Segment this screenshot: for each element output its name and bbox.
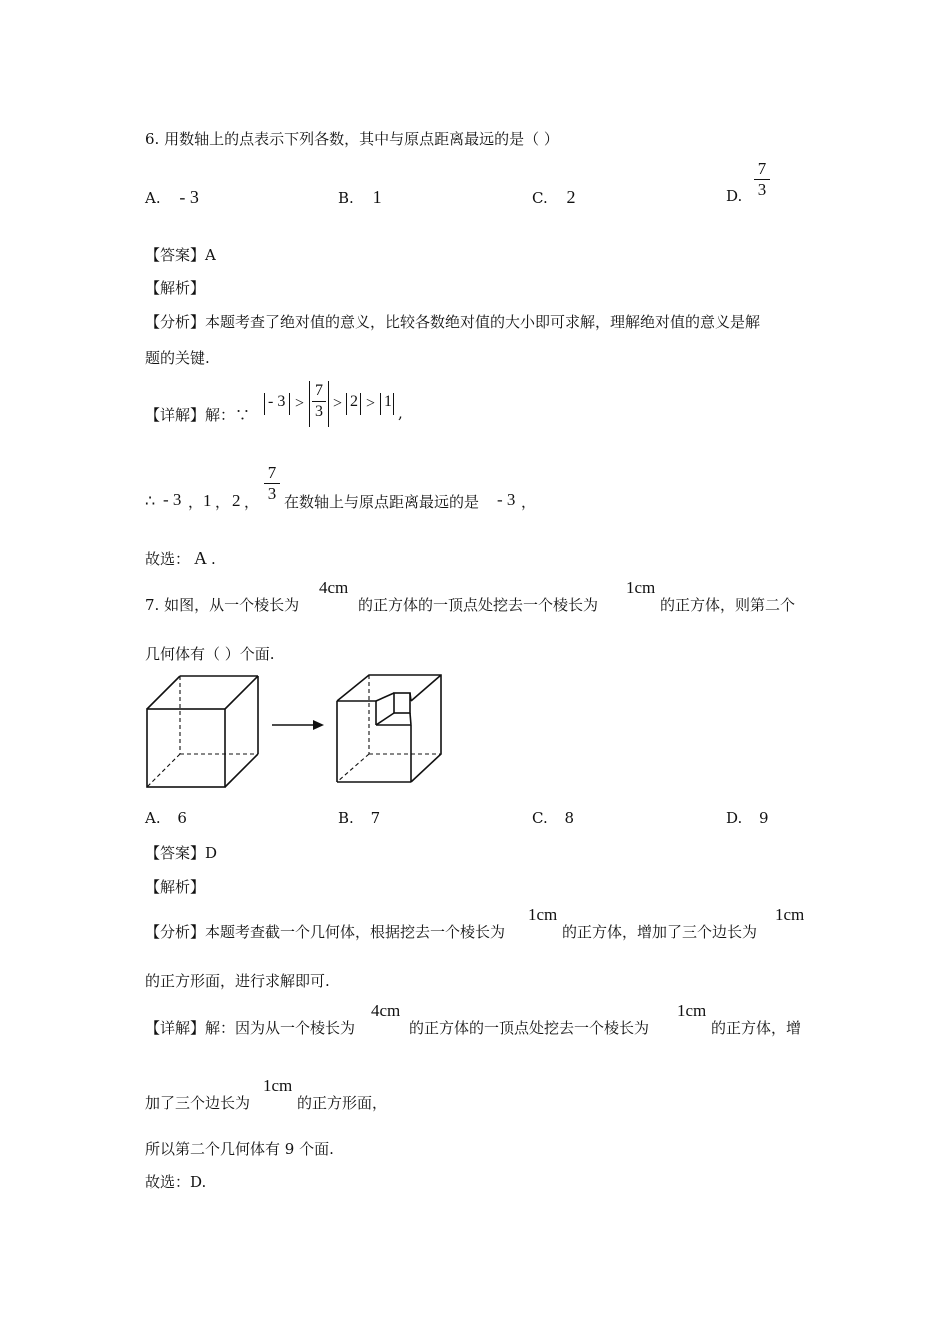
q7-detail-1a: 【详解】解：因为从一个棱长为 [145, 1019, 356, 1037]
q7-len-small: 1cm [677, 1001, 707, 1020]
q7-answer: 【答案】D [145, 844, 218, 862]
detail-comma: , [398, 404, 403, 422]
abs-fraction [312, 382, 326, 421]
option-label: D. [726, 187, 743, 205]
q6-analysis-line1: 【分析】本题考查了绝对值的意义，比较各数绝对值的大小即可求解，理解绝对值的意义是解 [145, 313, 761, 331]
q7-conclusion: 所以第二个几何体有 9 个面. [145, 1140, 334, 1158]
q7-detail-2a: 加了三个边长为 [145, 1094, 251, 1112]
option-value: 2 [566, 187, 576, 207]
option-value: 7 [370, 809, 381, 827]
arrow-right-icon [272, 720, 324, 730]
abs-bar [328, 381, 329, 427]
option-label: B. [338, 809, 354, 827]
comma: ， [188, 493, 204, 511]
gt-sign: > [366, 395, 376, 412]
option-label: A. [145, 189, 161, 207]
q7-detail-1b: 的正方体的一顶点处挖去一个棱长为 [409, 1019, 650, 1037]
q7-detail-1c: 的正方体，增 [711, 1019, 802, 1037]
option-value: 8 [564, 809, 575, 827]
abs-value-2: 2 [350, 393, 358, 410]
q7-len-big: 4cm [319, 578, 349, 597]
option-label: B. [338, 189, 354, 207]
q7-len-small: 1cm [263, 1076, 293, 1095]
q7-len-small: 1cm [528, 905, 558, 924]
abs-bar [264, 393, 265, 415]
option-value: 1 [372, 187, 382, 207]
therefore-val-a: - 3 [163, 490, 182, 509]
therefore-text: 在数轴上与原点距离最远的是 [284, 493, 480, 511]
q6-answer: 【答案】A [145, 246, 216, 264]
numerator: 7 [315, 382, 323, 399]
fraction-bar [312, 401, 326, 402]
option-value: 6 [177, 809, 187, 827]
q7-analysis-2: 的正方形面，进行求解即可. [145, 972, 330, 990]
full-cube-icon [147, 676, 258, 787]
gt-sign: > [295, 395, 305, 412]
abs-bar [309, 381, 310, 427]
select-prefix: 故选： [145, 550, 191, 568]
q6-analysis-title: 【解析】 [145, 279, 206, 297]
denominator: 3 [267, 484, 277, 503]
q7-analysis-1a: 【分析】本题考查截一个几何体，根据挖去一个棱长为 [145, 923, 506, 941]
q7-option-d[interactable] [726, 809, 769, 827]
q7-stem-1b: 的正方体的一顶点处挖去一个棱长为 [358, 596, 599, 614]
comma: ， [215, 493, 231, 511]
gt-sign: > [333, 395, 343, 412]
abs-bar [380, 393, 381, 415]
option-label: C. [532, 809, 548, 827]
q6-option-c[interactable] [532, 187, 576, 208]
q7-stem-1a: 7. 如图，从一个棱长为 [145, 596, 300, 614]
q6-option-d-fraction [754, 160, 770, 199]
abs-bar [289, 393, 290, 415]
q7-stem-1c: 的正方体，则第二个 [660, 596, 796, 614]
q7-option-a[interactable] [145, 809, 187, 827]
q7-analysis-1b: 的正方体，增加了三个边长为 [562, 923, 758, 941]
q6-option-d[interactable] [726, 187, 742, 205]
select-value: A [194, 548, 208, 568]
numerator: 7 [757, 159, 767, 178]
q7-len-small: 1cm [775, 905, 805, 924]
comma: ， [521, 493, 537, 511]
q7-detail-2b: 的正方形面， [297, 1094, 388, 1112]
abs-value-1: 1 [384, 393, 392, 410]
q7-analysis-title: 【解析】 [145, 878, 206, 896]
abs-bar [393, 393, 394, 415]
abs-bar [360, 393, 361, 415]
notched-cube-icon [337, 675, 441, 782]
q7-figure [140, 668, 460, 796]
therefore-val-c: 2 [232, 491, 241, 510]
denominator: 3 [757, 180, 767, 199]
q6-stem: 6. 用数轴上的点表示下列各数，其中与原点距离最远的是（ ） [145, 130, 559, 148]
q7-len-big: 4cm [371, 1001, 401, 1020]
option-value: - 3 [179, 187, 199, 207]
q7-len-small: 1cm [626, 578, 656, 597]
select-end: . [211, 550, 216, 568]
q7-stem-2: 几何体有（ ）个面. [145, 645, 275, 663]
abs-bar [346, 393, 347, 415]
comma: ， [244, 493, 260, 511]
therefore-result: - 3 [497, 490, 516, 509]
numerator: 7 [267, 463, 277, 482]
q7-select: 故选：D. [145, 1173, 207, 1191]
therefore-val-b: 1 [203, 491, 212, 510]
q6-analysis-line2: 题的关键. [145, 349, 210, 367]
q6-option-a[interactable] [145, 187, 199, 208]
q7-option-c[interactable] [532, 809, 574, 827]
option-value: 9 [759, 809, 769, 827]
q6-select [145, 548, 216, 569]
abs-value-minus3: - 3 [268, 393, 286, 410]
therefore-fraction [264, 464, 280, 503]
option-label: C. [532, 189, 548, 207]
q6-detail-prefix: 【详解】解：∵ [145, 406, 251, 424]
option-label: D. [726, 809, 743, 827]
q6-option-b[interactable] [338, 187, 382, 208]
q7-option-b[interactable] [338, 809, 380, 827]
denominator: 3 [315, 403, 323, 420]
therefore-symbol: ∴ [145, 491, 156, 510]
option-label: A. [145, 809, 161, 827]
